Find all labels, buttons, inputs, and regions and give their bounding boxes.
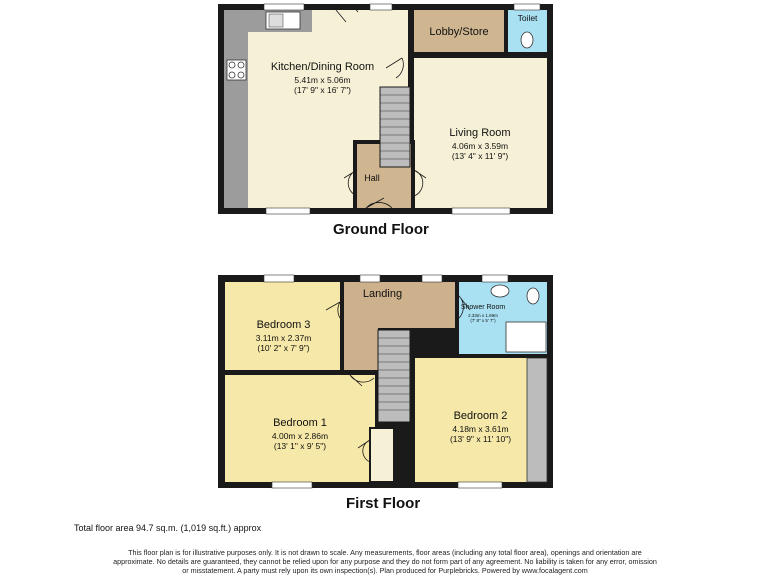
bedroom-2-label: [428, 410, 533, 445]
kitchen-dining-name: Kitchen/Dining Room: [270, 61, 375, 73]
basin-icon: [491, 285, 509, 297]
hall-name: Hall: [364, 173, 380, 183]
toilet-name: Toilet: [517, 13, 538, 23]
bedroom-1-dims-m: 4.00m x 2.86m: [271, 430, 329, 441]
bedroom-1-name: Bedroom 1: [273, 417, 327, 429]
shower-room-label: [460, 304, 506, 324]
shower-tray-icon: [506, 322, 546, 352]
landing-label: [350, 288, 415, 302]
sink-bowl-icon: [269, 14, 283, 27]
bedroom-1-label: [250, 417, 350, 452]
landing-name: Landing: [362, 288, 403, 300]
bedroom-3-dims-m: 3.11m x 2.37m: [255, 332, 312, 343]
bedroom-2-dims-ft: (13' 9" x 11' 10"): [449, 434, 512, 445]
disclaimer-line-3: or misstatement. A party must rely upon its own inspection(s). Plan produced for Purplebricks. Powered by www.focalagent.com: [182, 566, 588, 575]
hall-label: [357, 173, 387, 184]
shower-wc-icon: [527, 288, 539, 304]
disclaimer: [60, 548, 710, 575]
lobby-store-label: [414, 26, 504, 40]
living-room-name: Living Room: [449, 127, 511, 139]
bedroom-3-name: Bedroom 3: [256, 319, 311, 331]
ground-stairs: [380, 87, 410, 167]
kitchen-dining-label: [250, 61, 395, 96]
disclaimer-line-1: This floor plan is for illustrative purposes only. It is not drawn to scale. Any measurements, floor areas (including any total floor area), openings and orientation are: [128, 548, 642, 557]
shower-room-dims-m: 2.33m x 1.69m: [468, 312, 498, 318]
kitchen-worktop: [224, 10, 248, 208]
ground-floor-title: Ground Floor: [333, 221, 429, 238]
bedroom-2-dims-m: 4.18m x 3.61m: [452, 423, 509, 434]
bedroom-3-label: [236, 319, 331, 354]
kitchen-dining-dims-ft: (17' 9" x 16' 7"): [293, 85, 351, 96]
total-floor-area: Total floor area 94.7 sq.m. (1,019 sq.ft.) approx: [74, 523, 262, 533]
lobby-store-name: Lobby/Store: [429, 26, 489, 38]
cupboard-floor: [370, 428, 394, 482]
bedroom-2-name: Bedroom 2: [453, 410, 508, 422]
living-room-label: [430, 127, 530, 162]
wc-icon: [521, 32, 533, 48]
disclaimer-line-2: approximate. No details are guaranteed, they cannot be relied upon for any purpose and they do not form part of any agreement. No liability is taken for any error, omission: [113, 557, 657, 566]
shower-room-name: Shower Room: [460, 304, 506, 311]
first-floor-title: First Floor: [346, 495, 421, 512]
kitchen-dining-dims-m: 5.41m x 5.06m: [294, 74, 351, 85]
living-room-dims-m: 4.06m x 3.59m: [451, 140, 509, 151]
living-room-dims-ft: (13' 4" x 11' 9"): [451, 151, 509, 162]
shower-room-dims-ft: (7' 8" x 5' 7"): [470, 318, 496, 324]
bedroom-1-dims-ft: (13' 1" x 9' 5"): [273, 441, 327, 452]
first-stairs: [378, 330, 410, 422]
bedroom-3-dims-ft: (10' 2" x 7' 9"): [257, 343, 310, 354]
toilet-label: [508, 13, 547, 24]
